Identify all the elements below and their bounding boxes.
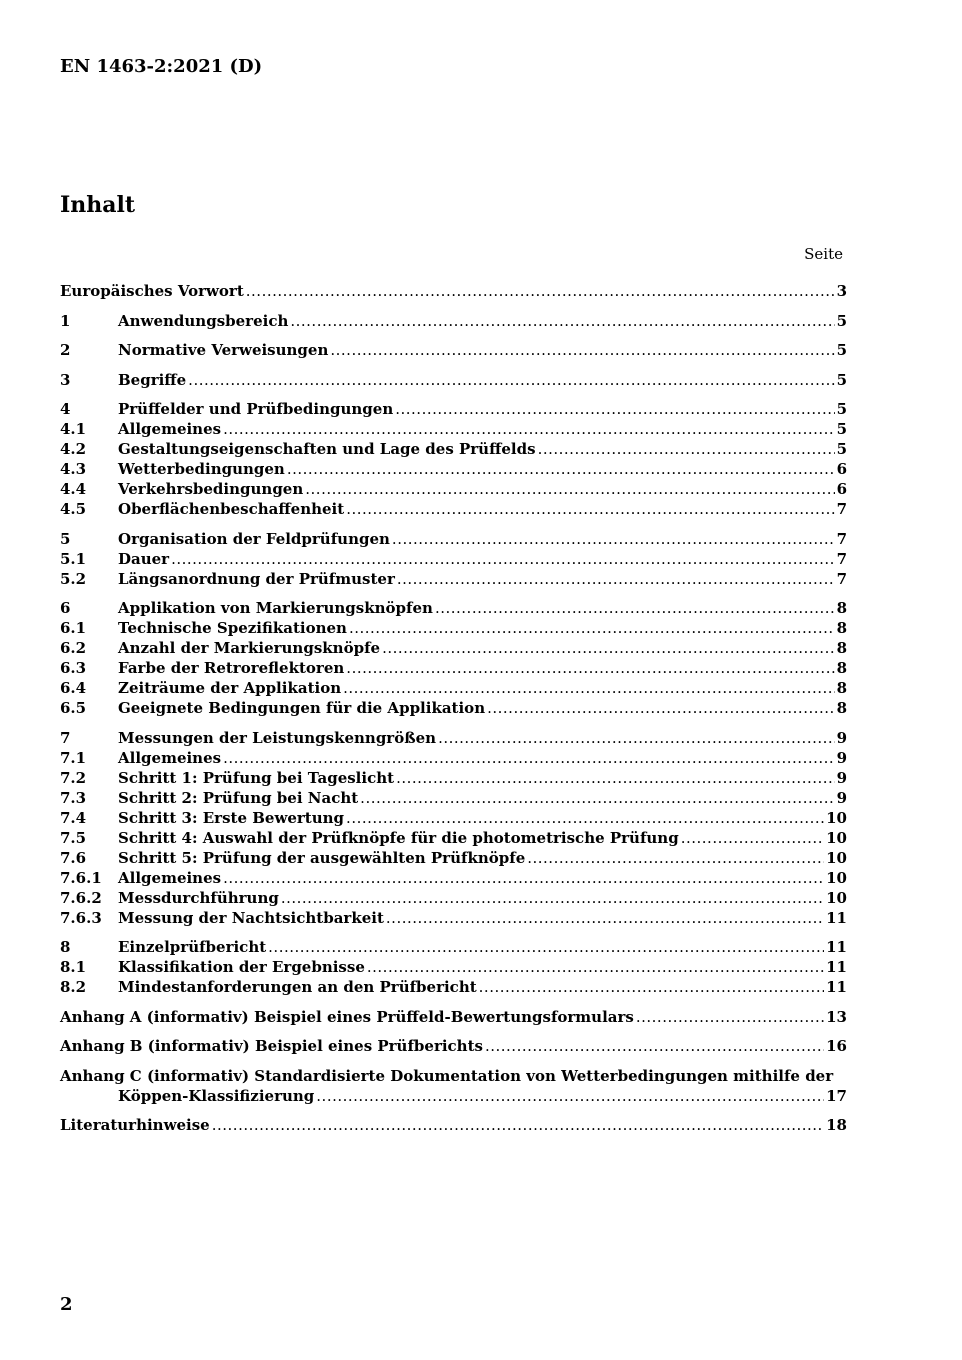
toc-entry-title: Applikation von Markierungsknöpfen (118, 599, 433, 617)
toc-entry-page: 10 (826, 868, 847, 887)
toc-entry-continuation[interactable] (60, 1086, 847, 1106)
dot-leader (360, 788, 834, 808)
toc-entry[interactable] (60, 888, 847, 908)
dot-leader (223, 748, 834, 768)
toc-entry[interactable] (60, 459, 847, 479)
toc-entry-title: Organisation der Feldprüfungen (118, 529, 390, 548)
toc-entry-page: 10 (826, 828, 847, 847)
dot-leader (538, 439, 835, 459)
page-number: 2 (60, 1294, 73, 1315)
toc-entry-page: 7 (836, 529, 847, 548)
toc-entry[interactable] (60, 698, 847, 718)
toc-entry-number: 7 (60, 728, 71, 747)
dot-leader (305, 479, 834, 499)
toc-entry-title: Allgemeines (118, 748, 222, 767)
toc-entry-number: 3 (60, 370, 71, 389)
toc-entry-number: 1 (60, 311, 71, 330)
toc-entry-page: 9 (836, 768, 847, 787)
toc-entry[interactable] (60, 788, 847, 808)
dot-leader (212, 1115, 824, 1135)
toc-group (60, 1115, 847, 1135)
toc-entry[interactable] (60, 908, 847, 928)
toc-entry-number: 6.5 (60, 699, 87, 717)
toc-entry-number: 4.2 (60, 440, 87, 458)
toc-entry[interactable] (60, 868, 847, 888)
toc-entry-number: 4.4 (60, 480, 87, 498)
toc-entry-number: 8 (60, 938, 71, 956)
dot-leader (268, 937, 824, 957)
toc-entry-page: 6 (836, 480, 847, 498)
toc-entry-page: 8 (836, 659, 847, 677)
toc-entry[interactable] (60, 370, 847, 390)
toc-entry-title: Verkehrsbedingungen (118, 480, 304, 498)
dot-leader (382, 638, 835, 658)
toc-entry-number: 5 (60, 529, 71, 548)
toc-group (60, 340, 847, 360)
toc-entry-number: 7.4 (60, 808, 87, 827)
toc-title: Inhalt (60, 192, 136, 218)
toc-entry-title: Dauer (118, 549, 170, 568)
dot-leader (386, 908, 824, 928)
dot-leader (246, 281, 835, 301)
toc-entry-number: 2 (60, 341, 71, 359)
toc-entry[interactable] (60, 618, 847, 638)
toc-group (60, 311, 847, 331)
toc-entry[interactable] (60, 848, 847, 868)
toc-entry-number: 4.1 (60, 420, 87, 438)
toc-entry-number: 6.2 (60, 639, 87, 657)
toc-entry-title: Messdurchführung (118, 888, 279, 907)
dot-leader (343, 678, 834, 698)
toc-entry[interactable] (60, 340, 847, 360)
toc-entry-page: 5 (836, 370, 847, 389)
toc-entry-number: 7.1 (60, 748, 87, 767)
toc-entry[interactable] (60, 638, 847, 658)
toc-entry-page: 8 (836, 639, 847, 657)
dot-leader (171, 549, 834, 569)
toc-entry-title: Allgemeines (118, 868, 222, 887)
toc-entry-page: 10 (826, 888, 847, 907)
dot-leader (396, 768, 835, 788)
toc-entry[interactable] (60, 1115, 847, 1135)
toc-entry-title: Anwendungsbereich (118, 311, 289, 330)
toc-entry-page: 11 (826, 958, 847, 976)
toc-entry-title: Klassifikation der Ergebnisse (118, 958, 365, 976)
toc-entry-number: 6.4 (60, 679, 87, 697)
toc-entry-title: Schritt 4: Auswahl der Prüfknöpfe für die photometrische Prüfung (118, 828, 679, 847)
toc-entry-number: 7.2 (60, 768, 87, 787)
dot-leader (330, 340, 834, 360)
toc-entry[interactable] (60, 598, 847, 618)
toc-entry[interactable] (60, 748, 847, 768)
dot-leader (346, 658, 834, 678)
toc-entry[interactable] (60, 678, 847, 698)
toc-entry-page: 6 (836, 460, 847, 478)
toc-entry-number: 8.1 (60, 958, 87, 976)
toc-entry-number: 7.3 (60, 788, 87, 807)
toc-entry[interactable] (60, 768, 847, 788)
toc-entry-title: Schritt 3: Erste Bewertung (118, 808, 345, 827)
toc-entry-page: 9 (836, 728, 847, 747)
toc-group (60, 1036, 847, 1056)
toc-entry[interactable] (60, 1066, 847, 1086)
toc-entry-title: Begriffe (118, 370, 187, 389)
dot-leader (527, 848, 824, 868)
dot-leader (681, 828, 824, 848)
toc-entry-title: Europäisches Vorwort (60, 282, 244, 300)
toc-entry-number: 5.1 (60, 549, 87, 568)
toc-entry-title: Farbe der Retroreflektoren (118, 659, 345, 677)
toc-group (60, 529, 847, 589)
toc-entry-page: 7 (836, 569, 847, 588)
toc-entry[interactable] (60, 957, 847, 977)
toc-entry-page: 9 (836, 788, 847, 807)
dot-leader (346, 499, 834, 519)
toc-entry-number: 7.6.1 (60, 868, 102, 887)
toc-entry-page: 17 (826, 1086, 847, 1105)
table-of-contents (60, 281, 847, 1145)
toc-entry-page: 5 (836, 400, 847, 418)
toc-entry-number: 6.3 (60, 659, 87, 677)
toc-entry-number: 6 (60, 599, 71, 617)
toc-entry-page: 7 (836, 549, 847, 568)
dot-leader (349, 618, 835, 638)
toc-entry-page: 8 (836, 679, 847, 697)
toc-entry[interactable] (60, 399, 847, 419)
toc-entry-page: 5 (836, 311, 847, 330)
toc-entry[interactable] (60, 479, 847, 499)
dot-leader (287, 459, 835, 479)
toc-entry-title: Oberflächenbeschaffenheit (118, 500, 345, 518)
toc-entry[interactable] (60, 728, 847, 748)
toc-entry-number: 7.6.2 (60, 888, 102, 907)
toc-entry-title: Wetterbedingungen (118, 460, 285, 478)
toc-entry-number: 4 (60, 400, 71, 418)
toc-group (60, 728, 847, 928)
toc-entry-page: 11 (826, 908, 847, 927)
toc-entry-number: 7.6 (60, 848, 87, 867)
dot-leader (281, 888, 824, 908)
toc-entry-page: 9 (836, 748, 847, 767)
toc-entry-title: Einzelprüfbericht (118, 938, 267, 956)
toc-entry-page: 8 (836, 599, 847, 617)
toc-entry-number: 8.2 (60, 978, 87, 996)
toc-entry[interactable] (60, 569, 847, 589)
toc-entry-number: 7.5 (60, 828, 87, 847)
toc-entry-page: 13 (826, 1007, 847, 1026)
toc-entry-page: 5 (836, 420, 847, 438)
toc-entry-page: 8 (836, 619, 847, 637)
dot-leader (223, 868, 824, 888)
toc-entry-title: Literaturhinweise (60, 1116, 210, 1134)
toc-entry[interactable] (60, 808, 847, 828)
toc-entry[interactable] (60, 1007, 847, 1027)
toc-entry-title: Gestaltungseigenschaften und Lage des Prüffelds (118, 440, 536, 458)
dot-leader (487, 698, 834, 718)
toc-entry-page: 8 (836, 699, 847, 717)
toc-entry-title: Anzahl der Markierungsknöpfe (118, 639, 381, 657)
dot-leader (188, 370, 834, 390)
toc-entry-title: Schritt 5: Prüfung der ausgewählten Prüfknöpfe (118, 848, 526, 867)
toc-entry[interactable] (60, 828, 847, 848)
toc-entry-number: 4.3 (60, 460, 87, 478)
dot-leader (290, 311, 834, 331)
toc-entry-page: 3 (836, 282, 847, 300)
toc-entry-title: Geeignete Bedingungen für die Applikation (118, 699, 486, 717)
dot-leader (316, 1086, 824, 1106)
toc-entry-title: Anhang B (informativ) Beispiel eines Prüfberichts (60, 1037, 483, 1055)
toc-entry-title: Schritt 2: Prüfung bei Nacht (118, 788, 359, 807)
toc-entry-title: Anhang A (informativ) Beispiel eines Prüffeld-Bewertungsformulars (60, 1007, 634, 1026)
dot-leader (223, 419, 834, 439)
toc-group (60, 598, 847, 718)
toc-entry-number: 6.1 (60, 619, 87, 637)
toc-group (60, 937, 847, 997)
toc-entry-page: 10 (826, 808, 847, 827)
dot-leader (438, 728, 835, 748)
toc-entry[interactable] (60, 419, 847, 439)
document-id: EN 1463-2:2021 (D) (60, 56, 263, 77)
dot-leader (479, 977, 824, 997)
toc-entry-number: 4.5 (60, 500, 87, 518)
toc-group (60, 1007, 847, 1027)
toc-entry[interactable] (60, 439, 847, 459)
dot-leader (485, 1036, 824, 1056)
page-column-label: Seite (804, 245, 843, 263)
toc-entry-page: 11 (826, 978, 847, 996)
toc-entry-number: 7.6.3 (60, 908, 102, 927)
toc-entry-title: Schritt 1: Prüfung bei Tageslicht (118, 768, 395, 787)
dot-leader (636, 1007, 824, 1027)
toc-entry-page: 7 (836, 500, 847, 518)
toc-entry[interactable] (60, 937, 847, 957)
toc-entry-title: Prüffelder und Prüfbedingungen (118, 400, 394, 418)
toc-entry-page: 11 (826, 938, 847, 956)
toc-entry-title: Anhang C (informativ) Standardisierte Dokumentation von Wetterbedingungen mithilfe der (60, 1066, 834, 1085)
toc-entry-title: Längsanordnung der Prüfmuster (118, 569, 395, 588)
toc-entry[interactable] (60, 977, 847, 997)
toc-entry-page: 10 (826, 848, 847, 867)
toc-entry-title: Zeiträume der Applikation (118, 679, 342, 697)
toc-entry[interactable] (60, 658, 847, 678)
toc-entry-title: Allgemeines (118, 420, 222, 438)
dot-leader (346, 808, 824, 828)
toc-entry[interactable] (60, 549, 847, 569)
toc-entry[interactable] (60, 1036, 847, 1056)
toc-group (60, 399, 847, 519)
toc-entry-page: 16 (826, 1037, 847, 1055)
toc-entry-number: 5.2 (60, 569, 87, 588)
dot-leader (367, 957, 824, 977)
toc-entry-title: Messungen der Leistungskenngrößen (118, 728, 437, 747)
dot-leader (397, 569, 835, 589)
dot-leader (395, 399, 834, 419)
toc-entry[interactable] (60, 311, 847, 331)
dot-leader (392, 529, 835, 549)
toc-entry-title: Mindestanforderungen an den Prüfbericht (118, 978, 477, 996)
toc-entry-page: 5 (836, 440, 847, 458)
toc-entry[interactable] (60, 281, 847, 301)
toc-entry[interactable] (60, 499, 847, 519)
toc-group (60, 1066, 847, 1106)
toc-group (60, 281, 847, 301)
toc-entry-page: 5 (836, 341, 847, 359)
toc-entry-title: Technische Spezifikationen (118, 619, 347, 637)
toc-entry-title-continuation: Köppen-Klassifizierung (118, 1086, 315, 1105)
toc-entry[interactable] (60, 529, 847, 549)
toc-entry-page: 18 (826, 1116, 847, 1134)
toc-entry-title: Messung der Nachtsichtbarkeit (118, 908, 384, 927)
toc-entry-title: Normative Verweisungen (118, 341, 329, 359)
dot-leader (435, 598, 835, 618)
toc-group (60, 370, 847, 390)
